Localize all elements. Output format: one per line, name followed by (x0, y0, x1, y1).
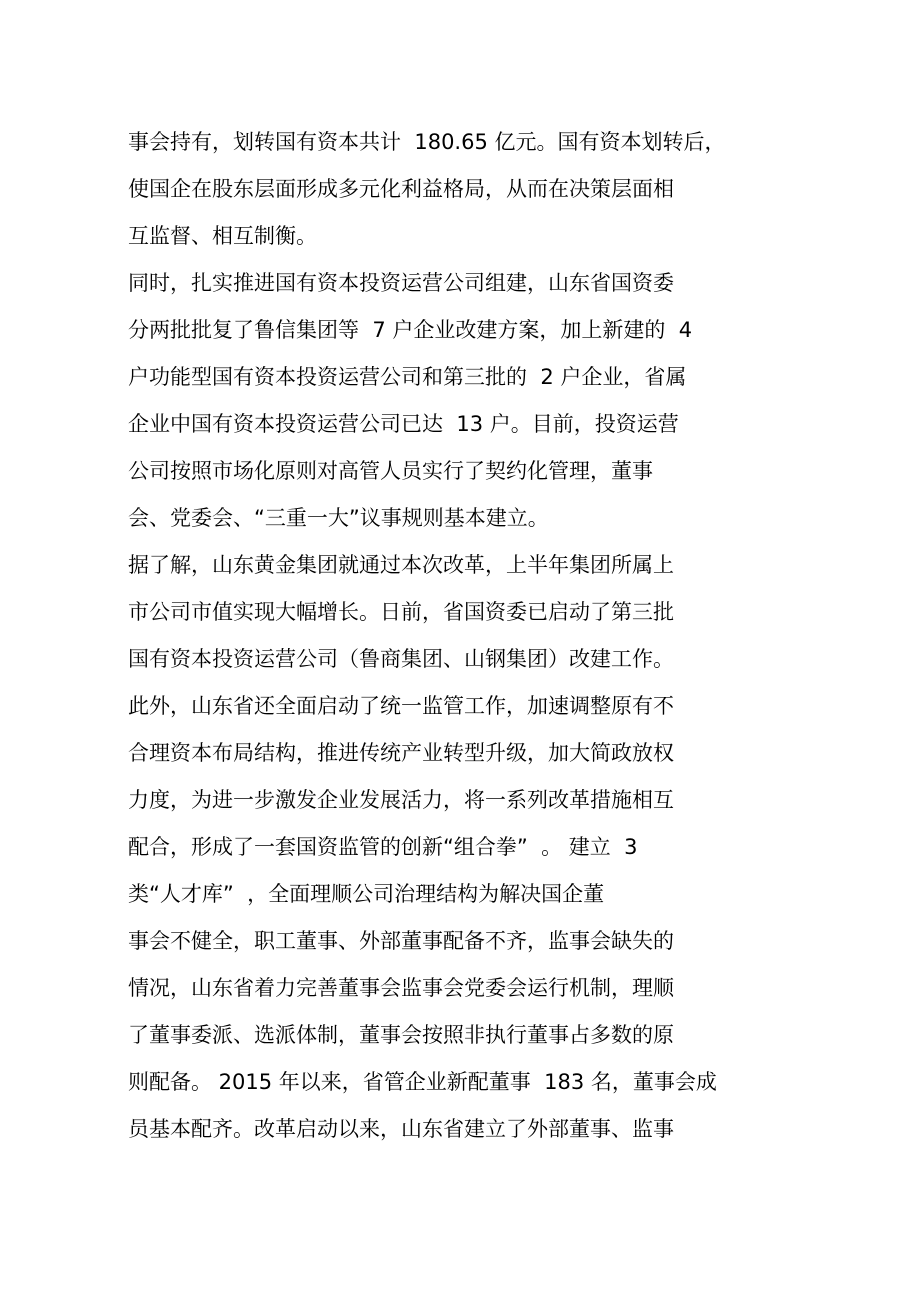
text-line: 国有资本投资运营公司（鲁商集团、山钢集团）改建工作。 (128, 647, 674, 671)
text-line: 此外，山东省还全面启动了统一监管工作，加速调整原有不 (128, 694, 674, 718)
text-line: 情况，山东省着力完善董事会监事会党委会运行机制，理顺 (128, 976, 674, 1000)
text-line: 则配备。 2015 年以来，省管企业新配董事 183 名，董事会成 (128, 1070, 717, 1094)
text-line: 互监督、相互制衡。 (128, 224, 317, 248)
text-line: 力度，为进一步激发企业发展活力，将一系列改革措施相互 (128, 788, 674, 812)
text-line: 同时，扎实推进国有资本投资运营公司组建，山东省国资委 (128, 271, 674, 295)
text-line: 市公司市值实现大幅增长。日前，省国资委已启动了第三批 (128, 600, 674, 624)
text-line: 事会不健全，职工董事、外部董事配备不齐，监事会缺失的 (128, 929, 674, 953)
article-body (128, 119, 768, 1153)
text-line: 企业中国有资本投资运营公司已达 13 户。目前，投资运营 (128, 412, 679, 436)
text-line: 了董事委派、选派体制，董事会按照非执行董事占多数的原 (128, 1023, 674, 1047)
text-line: 公司按照市场化原则对高管人员实行了契约化管理，董事 (128, 459, 653, 483)
text-line: 户功能型国有资本投资运营公司和第三批的 2 户企业，省属 (128, 365, 687, 389)
text-line: 使国企在股东层面形成多元化利益格局，从而在决策层面相 (128, 177, 674, 201)
text-line: 事会持有，划转国有资本共计 180.65 亿元。国有资本划转后， (128, 130, 726, 154)
text-line: 分两批批复了鲁信集团等 7 户企业改建方案，加上新建的 4 (128, 318, 693, 342)
text-line: 会、党委会、“三重一大”议事规则基本建立。 (128, 506, 549, 530)
text-line: 员基本配齐。改革启动以来，山东省建立了外部董事、监事 (128, 1117, 674, 1141)
text-line: 配合，形成了一套国资监管的创新“组合拳” 。 建立 3 (128, 835, 638, 859)
text-line: 类“人才库” ，全面理顺公司治理结构为解决国企董 (128, 882, 605, 906)
text-line: 据了解，山东黄金集团就通过本次改革，上半年集团所属上 (128, 553, 674, 577)
text-line: 合理资本布局结构，推进传统产业转型升级，加大简政放权 (128, 741, 674, 765)
